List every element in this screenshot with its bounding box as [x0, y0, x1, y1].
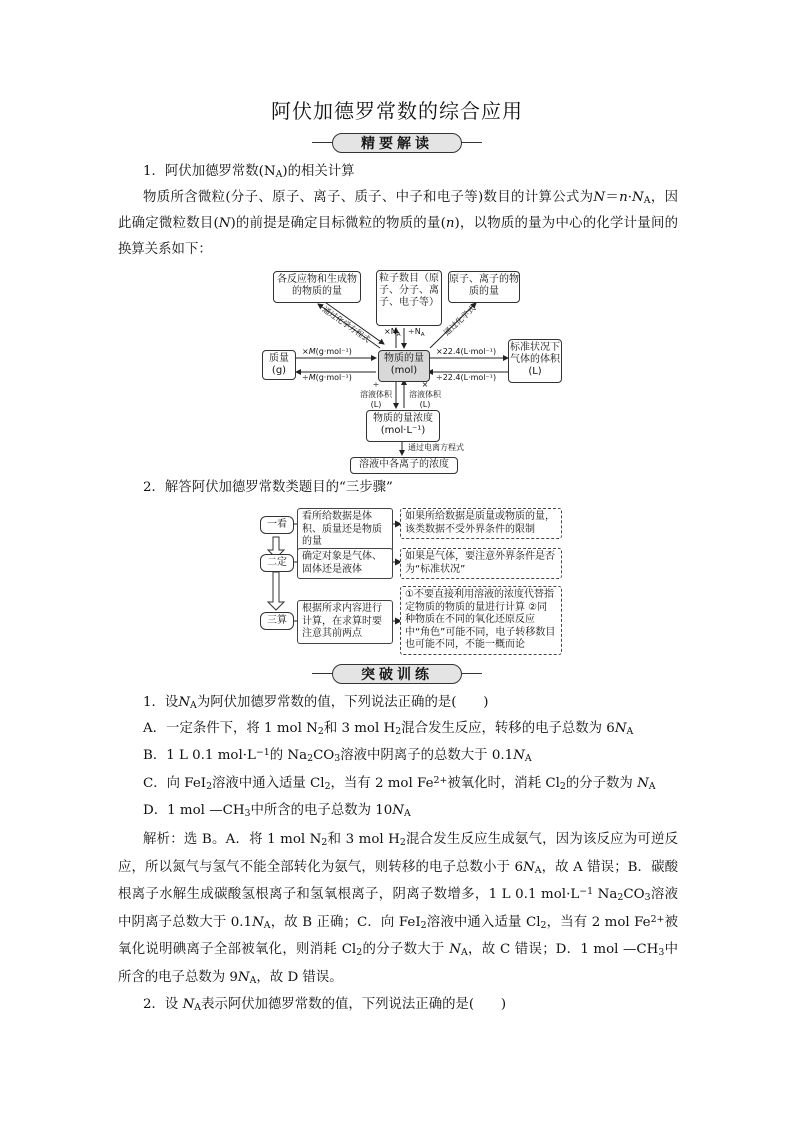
- amount-of-substance-box: 物质的量(mol): [378, 350, 430, 382]
- gas-volume-box: 标准状况下气体的体积(L): [508, 339, 562, 383]
- label-div-solution-volume: ÷ 溶液体积 (L): [360, 380, 392, 409]
- step1-note: 如果所给数据是质量或物质的量，该类数据不受外界条件的限制: [400, 508, 562, 539]
- label-div-molar-mass: ÷M(g·mol⁻¹): [302, 373, 352, 382]
- step-determine: 二定: [260, 554, 294, 572]
- step1-description: 看所给数据是体积、质量还是物质的量: [297, 508, 393, 552]
- label-div-na: $\div N_A$: [408, 327, 425, 338]
- question2-stem: 2．设 $N_A$表示阿伏加德罗常数的值，下列说法正确的是( ): [143, 997, 507, 1013]
- step-look: 一看: [260, 516, 294, 534]
- label-div-molar-volume: ÷22.4(L·mol⁻¹): [436, 373, 497, 382]
- step2-note: 如果是气体，要注意外界条件是否为“标准状况”: [400, 548, 562, 579]
- label-chem-equation: 通过化学方程式: [320, 304, 372, 345]
- step-calculate: 三算: [260, 612, 294, 630]
- diagram-arrows: [0, 0, 794, 480]
- question1-option-c: C．向 FeI$_2$溶液中通入适量 $Cl_2$，当有 2 mol $Fe^{2+}$被氧化时，消耗 $Cl_2$的分子数为 $N_A$: [143, 775, 656, 792]
- label-chem-formula: 通过化学式: [441, 303, 478, 338]
- three-step-arrows: [0, 500, 794, 660]
- label-times-molar-volume: ×22.4(L·mol⁻¹): [436, 347, 497, 356]
- question1-option-b: B．1 L 0.1 $mol\cdot L^{-1}$的 $Na_2CO_3$溶液中阴离子的总数大于 $0.1N_A$: [143, 747, 532, 764]
- point2-heading: 2．解答阿伏加德罗常数类题目的“三步骤”: [143, 480, 393, 495]
- quantity-conversion-diagram: [0, 0, 794, 480]
- section-banner-practice: [312, 662, 482, 686]
- atom-ion-amount-box: 原子、离子的物质的量: [448, 271, 520, 303]
- ion-concentration-box: 溶液中各离子的浓度: [350, 457, 458, 474]
- section-banner-label: 突破训练: [332, 664, 462, 684]
- particle-number-box: 粒子数目（原子、分子、离子、电子等）: [376, 270, 442, 326]
- question1-stem: 1．设$N_A$为阿伏加德罗常数的值，下列说法正确的是( ): [143, 695, 489, 711]
- point1-text: 物质所含微粒(分子、原子、离子、质子、中子和电子等)数目的计算公式为$N=n\cdot N_A$，因此确定微粒数目(N)的前提是确定目标微粒的物质的量(n)，以物质的量为中心的化学计量间的换算关系如下：: [118, 190, 678, 257]
- label-ionization-equation: 通过电离方程式: [408, 443, 464, 452]
- step3-description: 根据所求内容进行计算，在求算时要注意其前两点: [297, 600, 393, 644]
- step2-description: 确定对象是气体、固体还是液体: [297, 548, 393, 579]
- mass-box: 质量(g): [262, 350, 296, 380]
- point1-heading: 1．阿伏加德罗常数$(N_A)$的相关计算: [143, 164, 355, 180]
- step3-note: ①不要直接利用溶液的浓度代替指定物质的物质的量进行计算 ②同种物质在不同的氧化还原反应中“角色”可能不同，电子转移数目也可能不同，不能一概而论: [400, 586, 562, 655]
- question1-option-d: D．1 mol $—CH_3$中所含的电子总数为 $10N_A$: [143, 803, 411, 819]
- label-times-molar-mass: ×M(g·mol⁻¹): [302, 347, 352, 356]
- page-title: 阿伏加德罗常数的综合应用: [271, 99, 523, 123]
- label-times-na: $\times N_A$: [384, 327, 401, 338]
- question1-option-a: A．一定条件下，将 1 mol $N_2$和 3 mol $H_2$混合发生反应，转移的电子总数为 $6N_A$: [143, 721, 634, 737]
- molar-concentration-box: 物质的量浓度(mol·L⁻¹): [366, 410, 440, 442]
- question1-analysis: 解析：选 B。A．将 1 mol $N_2$和 3 mol $H_2$混合发生反应生成氨气，因为该反应为可逆反应，所以氮气与氢气不能全部转化为氨气，则转移的电子总数小于 $6N_A$，故 A 错误；B．碳酸根离子水解生成碳酸氢根离子和氢氧根离子，阴离子数增多，1 L 0.1 $mol\cdot L^{-1}$ $Na_2CO_3$溶液中阴离子总数大于 $0.1N_A$，故 B 正确；C．向 FeI$_2$溶液中通入适量 $Cl_2$，当有 2 mol $Fe^{2+}$被氧化说明碘离子全部被氧化，则消耗 $Cl_2$的分子数大于 $N_A$，故 C 错误；D．1 mol $—CH_3$中所含的电子总数为 $9N_A$，故 D 错误。: [118, 832, 678, 986]
- reactant-amount-box: 各反应物和生成物的物质的量: [273, 271, 361, 303]
- three-step-diagram: [0, 500, 794, 660]
- label-times-solution-volume: × 溶液体积 (L): [409, 380, 441, 409]
- section-banner-label: 精要解读: [332, 133, 462, 153]
